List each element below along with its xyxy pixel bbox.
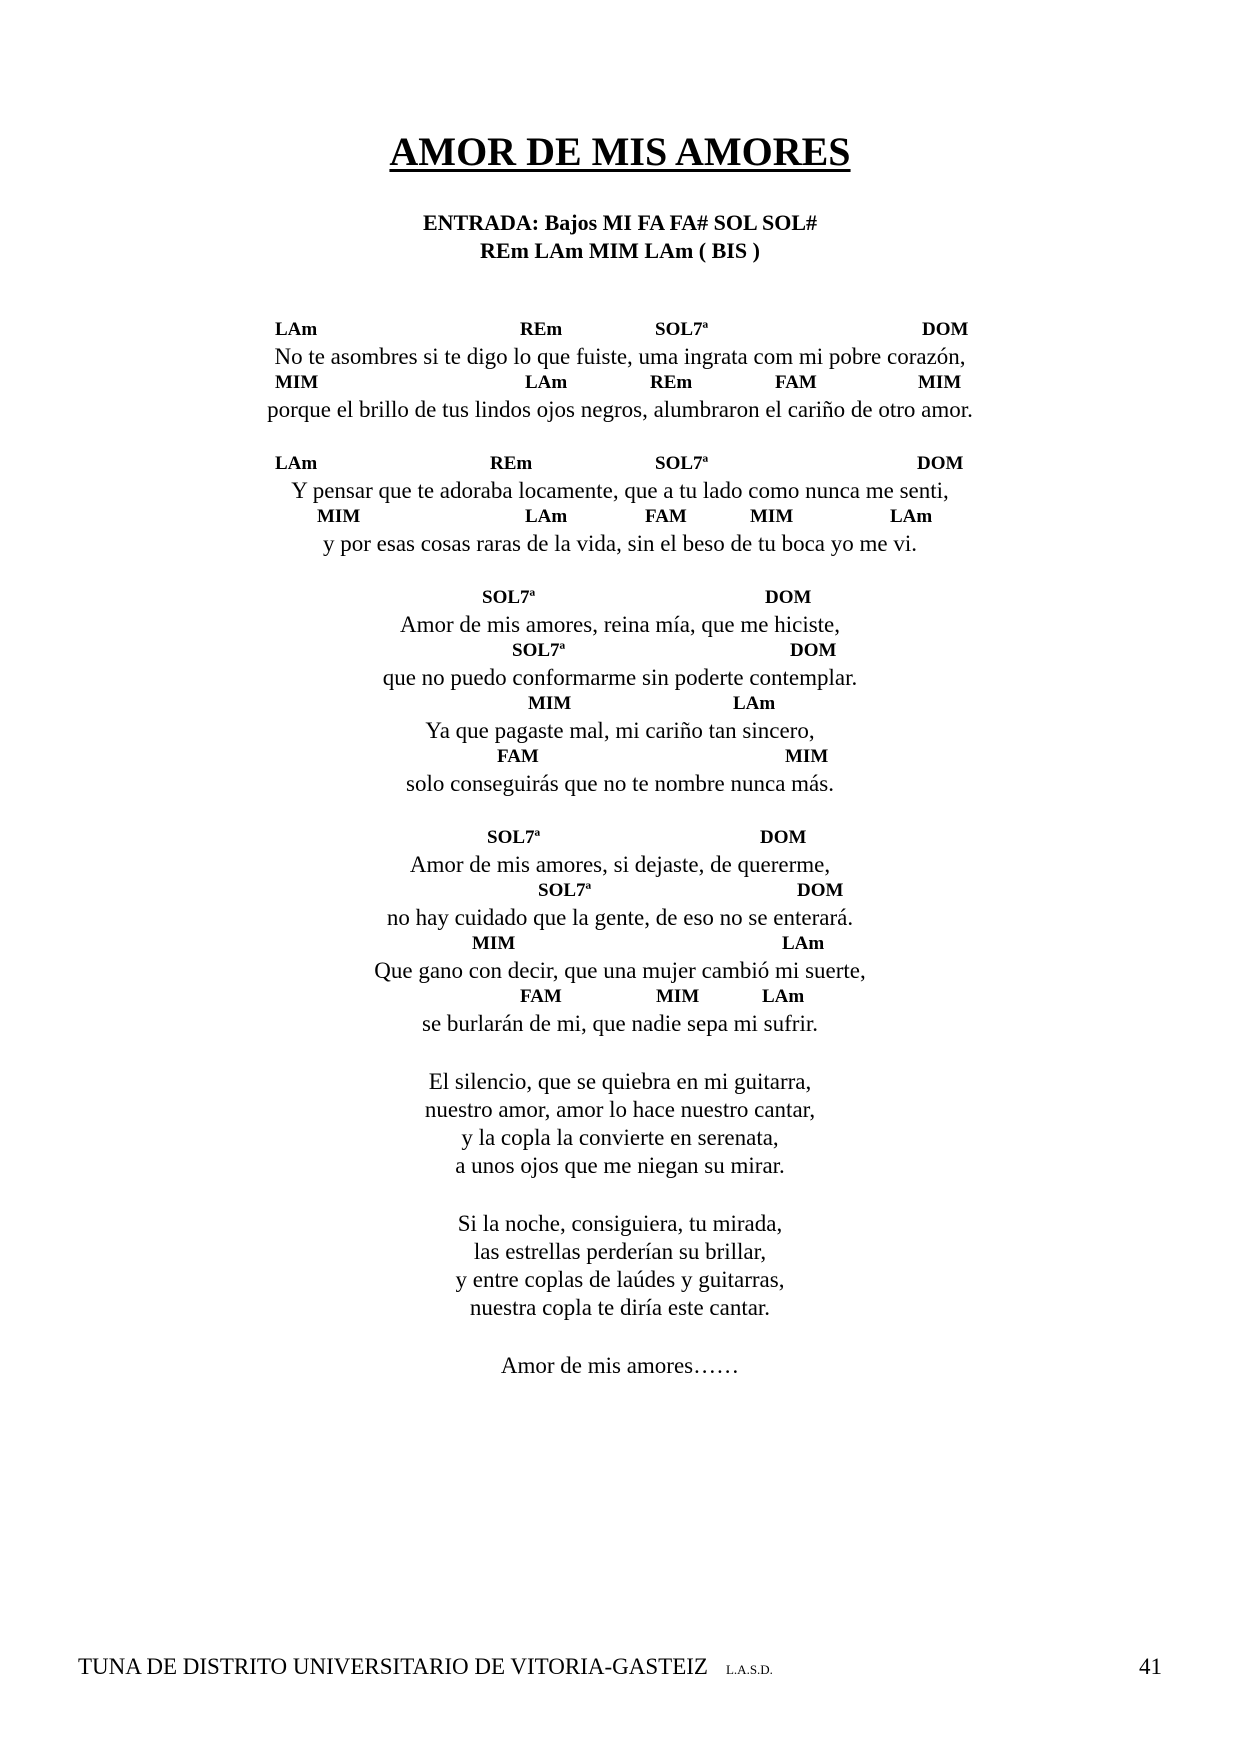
lyric-line: Si la noche, consiguiera, tu mirada,	[457, 1211, 783, 1236]
chord: SOL7ª	[487, 827, 541, 848]
lyric-line: a unos ojos que me niegan su mirar.	[455, 1153, 785, 1178]
lyric-line: Que gano con decir, que una mujer cambió mi suerte,	[374, 958, 866, 983]
chord: FAM	[520, 986, 562, 1007]
lyric-line: no hay cuidado que la gente, de eso no se enterará.	[386, 905, 854, 930]
chord: MIM	[472, 933, 516, 954]
chord: REm	[490, 453, 533, 474]
page-number: 41	[1139, 1654, 1162, 1679]
chord: FAM	[497, 746, 539, 767]
chord: MIM	[656, 986, 700, 1007]
song-title: AMOR DE MIS AMORES	[389, 129, 851, 174]
lyric-line: Y pensar que te adoraba locamente, que a tu lado como nunca me senti,	[291, 478, 949, 503]
chord: REm	[520, 319, 563, 340]
chord: LAm	[762, 986, 805, 1007]
chord: MIM	[750, 506, 794, 527]
lyric-line: Ya que pagaste mal, mi cariño tan sincero,	[425, 718, 815, 743]
ending-line: Amor de mis amores……	[500, 1353, 740, 1378]
chord: SOL7ª	[482, 587, 536, 608]
chord: DOM	[922, 319, 969, 340]
chord: FAM	[775, 372, 817, 393]
lyric-line: solo conseguirás que no te nombre nunca más.	[406, 771, 834, 796]
lyric-line: y entre coplas de laúdes y guitarras,	[455, 1267, 785, 1292]
lyric-line: nuestra copla te diría este cantar.	[469, 1295, 771, 1320]
chord: MIM	[528, 693, 572, 714]
lyric-line: El silencio, que se quiebra en mi guitarra,	[428, 1069, 812, 1094]
chord: SOL7ª	[655, 453, 709, 474]
chord: LAm	[275, 453, 318, 474]
chord: REm	[650, 372, 693, 393]
chord: LAm	[782, 933, 825, 954]
footer-org-name: TUNA DE DISTRITO UNIVERSITARIO DE VITORIA-GASTEIZ	[78, 1654, 708, 1679]
lyric-line: porque el brillo de tus lindos ojos negros, alumbraron el cariño de otro amor.	[267, 397, 973, 422]
footer-abbr: L.A.S.D.	[725, 1662, 773, 1677]
footer-organization	[78, 1654, 773, 1680]
chord: SOL7ª	[538, 880, 592, 901]
chord: DOM	[765, 587, 812, 608]
lyric-line: nuestro amor, amor lo hace nuestro cantar,	[424, 1097, 816, 1122]
lyric-line: que no puedo conformarme sin poderte contemplar.	[382, 665, 858, 690]
lyric-line: las estrellas perderían su brillar,	[473, 1239, 767, 1264]
chord: DOM	[797, 880, 844, 901]
chord: DOM	[760, 827, 807, 848]
chord: LAm	[733, 693, 776, 714]
chord: LAm	[275, 319, 318, 340]
chord: MIM	[918, 372, 962, 393]
chord: DOM	[790, 640, 837, 661]
lyric-line: se burlarán de mi, que nadie sepa mi sufrir.	[422, 1011, 818, 1036]
intro-line-1: ENTRADA: Bajos MI FA FA# SOL SOL#	[422, 210, 817, 235]
chord: LAm	[890, 506, 933, 527]
chord: FAM	[645, 506, 687, 527]
lyric-line: y por esas cosas raras de la vida, sin el beso de tu boca yo me vi.	[323, 531, 917, 556]
chord: LAm	[525, 506, 568, 527]
chord: MIM	[275, 372, 319, 393]
chord: DOM	[917, 453, 964, 474]
lyric-line: y la copla la convierte en serenata,	[461, 1125, 779, 1150]
chord: LAm	[525, 372, 568, 393]
chord: SOL7ª	[512, 640, 566, 661]
lyric-line: No te asombres si te digo lo que fuiste, uma ingrata com mi pobre corazón,	[274, 344, 966, 369]
lyric-line: Amor de mis amores, reina mía, que me hiciste,	[399, 612, 841, 637]
chord: MIM	[317, 506, 361, 527]
chord: SOL7ª	[655, 319, 709, 340]
chord: MIM	[785, 746, 829, 767]
intro-line-2: REm LAm MIM LAm ( BIS )	[480, 238, 760, 263]
lyric-line: Amor de mis amores, si dejaste, de quererme,	[409, 852, 831, 877]
